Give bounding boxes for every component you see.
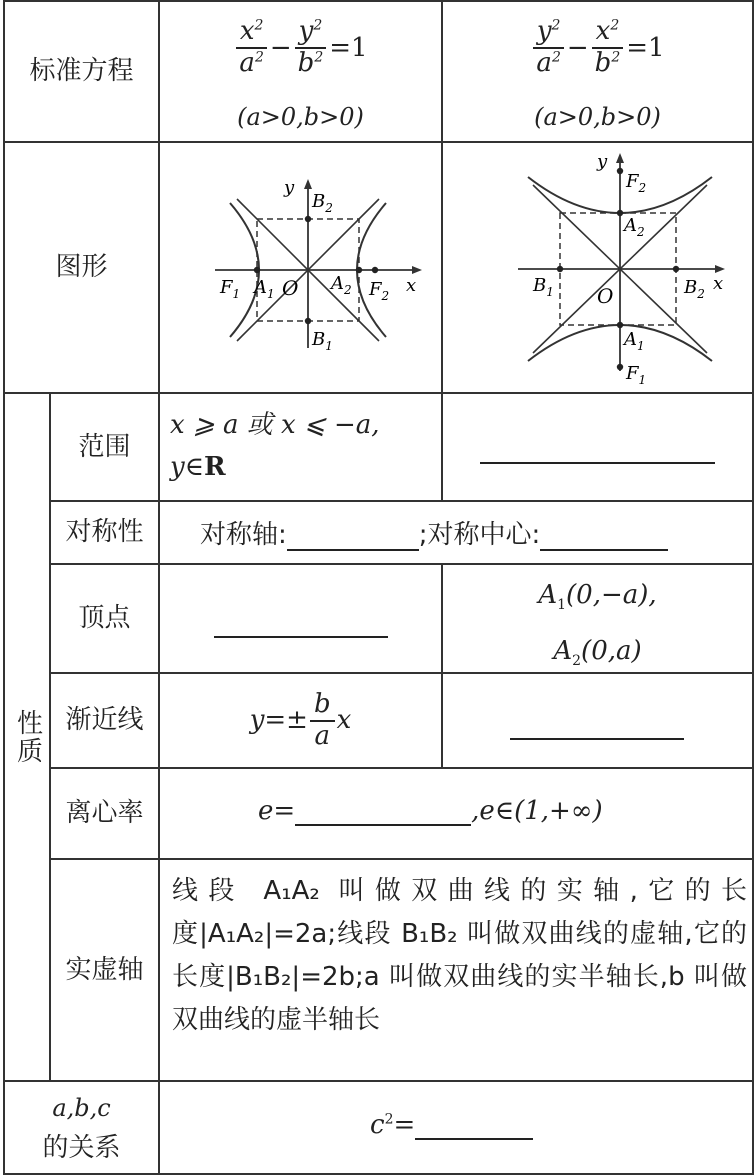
relation-blank[interactable]	[415, 1110, 533, 1140]
condition-left: (a>0,b>0)	[237, 103, 364, 131]
symmetry-content: 对称轴: ;对称中心:	[200, 514, 750, 551]
svg-text:F2: $F_2$	[626, 171, 647, 195]
svg-text:F2: $F_2$	[369, 279, 390, 303]
equation-horizontal-hyperbola: $\frac{x^2}{a^2}$ − $\frac{y^2}{b^2}$ =1	[160, 8, 441, 88]
range-right-blank[interactable]	[480, 440, 715, 464]
svg-text:x: x	[713, 273, 724, 294]
svg-text:A2: $A_2$	[624, 215, 645, 239]
condition-right: (a>0,b>0)	[534, 103, 661, 131]
range-left: x ⩾ a 或 x ⩽ −a, y∈R	[170, 410, 380, 482]
label-standard-equation: 标准方程	[29, 56, 134, 86]
svg-text:A2: $A_2$	[331, 273, 352, 297]
vertical-hyperbola-graph	[443, 143, 752, 392]
y-axis-label: y	[284, 177, 295, 198]
label-axes: 实虚轴	[65, 954, 144, 985]
label-properties: 性质	[12, 709, 43, 765]
svg-text:F1: $F_1$	[626, 363, 647, 387]
svg-text:B2: $B_2$	[312, 191, 333, 215]
svg-text:F1: $F_1$	[220, 277, 241, 301]
axes-description: 线段 A₁A₂ 叫做双曲线的实轴,它的长度|A₁A₂|=2a;线段 B₁B₂ 叫做双曲线的虚轴,它的长度|B₁B₂|=2b;a 叫做双曲线的实半轴长,b 叫做双曲线的虚半轴长	[172, 876, 747, 1035]
label-graph: 图形	[55, 252, 108, 282]
asymptote-right-blank[interactable]	[510, 716, 684, 740]
relation-content: $c^2=$	[370, 1110, 533, 1140]
asymptote-left: y=± $\frac{b}{a}$ x	[249, 688, 352, 751]
label-symmetry: 对称性	[65, 517, 144, 547]
label-vertex: 顶点	[78, 603, 131, 633]
x-axis-label: x	[406, 275, 417, 296]
svg-text:B1: $B_1$	[533, 275, 554, 299]
symmetry-center-blank[interactable]	[540, 523, 668, 551]
eccentricity-blank[interactable]	[295, 796, 471, 826]
label-range: 范围	[78, 431, 131, 462]
horizontal-hyperbola-graph	[160, 143, 441, 392]
svg-text:B1: $B_1$	[312, 329, 333, 353]
eccentricity-content: e= ,e∈(1,+∞)	[258, 796, 603, 826]
svg-text:A1: $A_1$	[624, 329, 645, 353]
vertex-left-blank[interactable]	[214, 612, 388, 638]
label-relation: a,b,c 的关系	[42, 1094, 121, 1163]
svg-text:A1: $A_1$	[254, 277, 275, 301]
svg-text:y: y	[597, 151, 608, 172]
svg-text:O: O	[597, 284, 614, 308]
svg-text:B2: $B_2$	[684, 277, 705, 301]
label-asymptote: 渐近线	[65, 705, 144, 735]
svg-text:O: O	[282, 276, 299, 300]
equation-vertical-hyperbola: $\frac{y^2}{a^2}$ − $\frac{x^2}{b^2}$ =1	[443, 8, 752, 88]
label-eccentricity: 离心率	[65, 798, 144, 828]
symmetry-axis-blank[interactable]	[287, 523, 419, 551]
vertex-right: $A_1(0,-a)$, $A_2(0,a)$	[538, 580, 657, 670]
